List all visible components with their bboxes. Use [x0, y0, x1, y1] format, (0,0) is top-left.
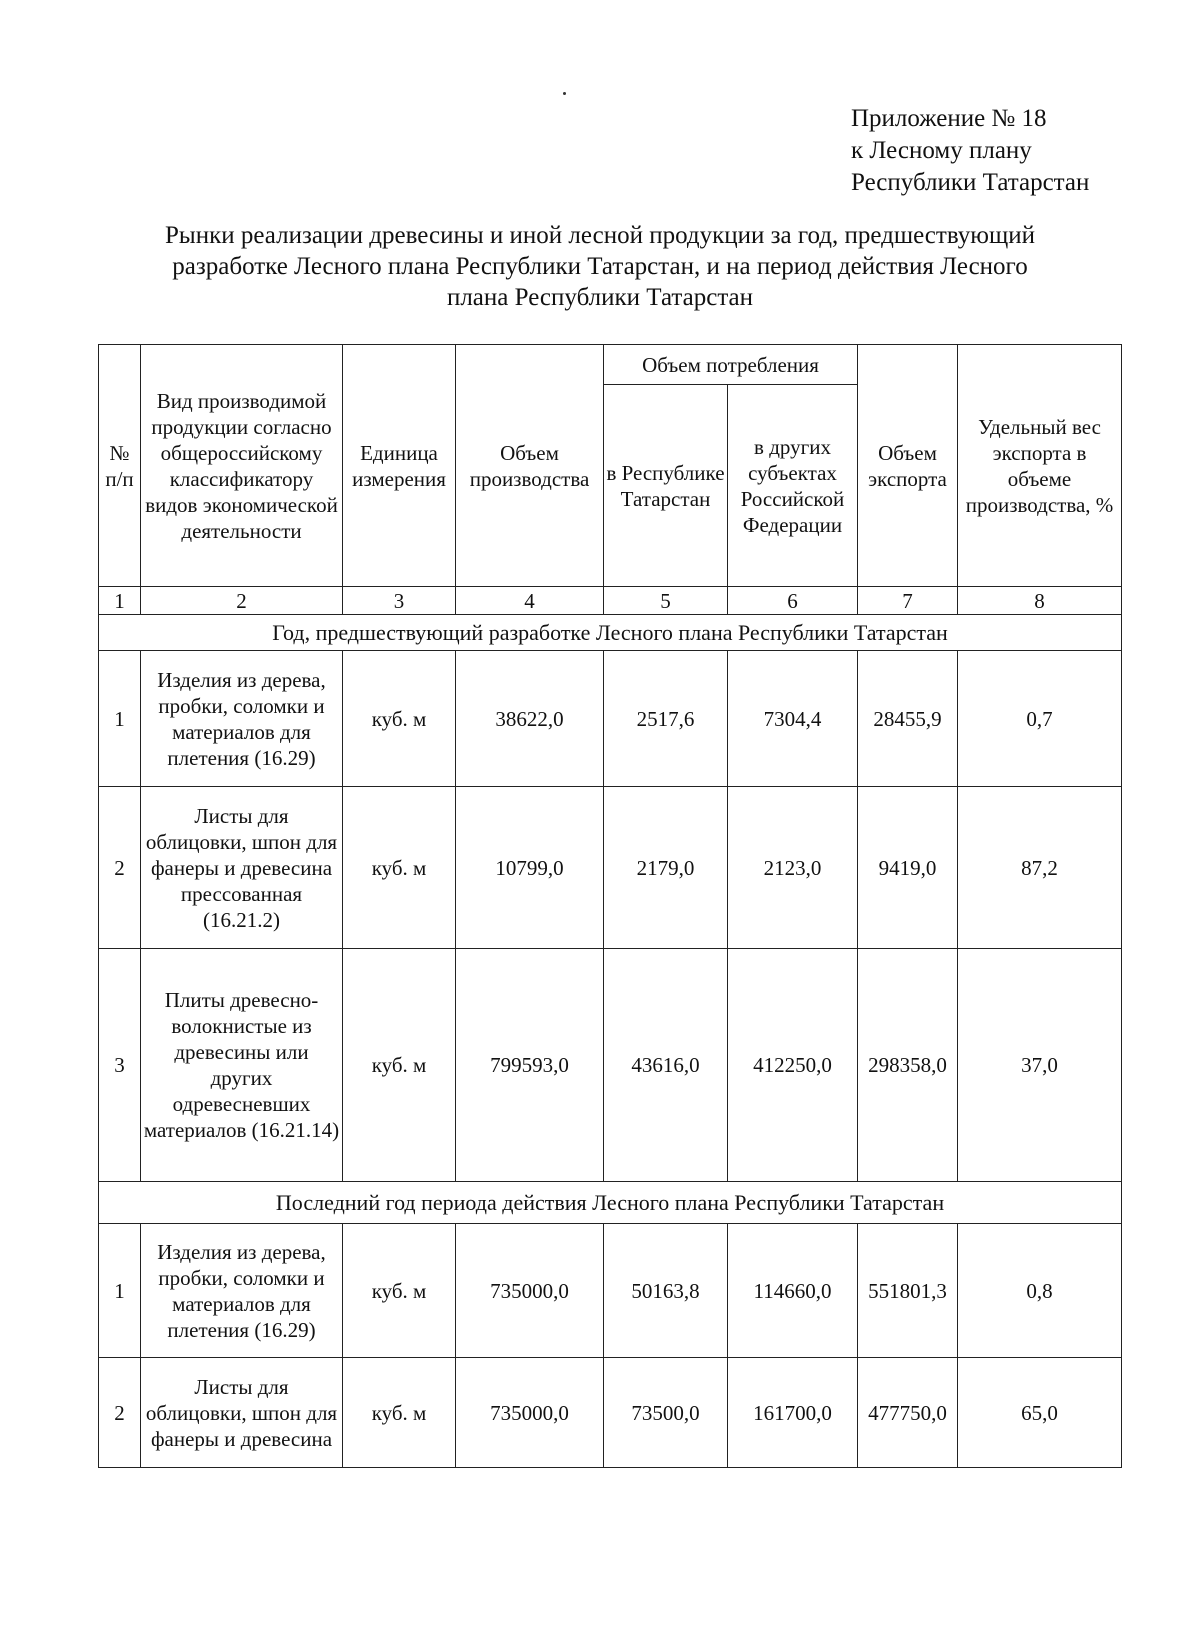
appendix-republic: Республики Татарстан: [851, 169, 1090, 196]
row-unit: куб. м: [343, 949, 456, 1182]
title-line-1: Рынки реализации древесины и иной лесной продукции за год, предшествующий: [165, 222, 1035, 249]
header-export: Объем экспорта: [858, 345, 958, 587]
header-export-share: Удельный вес экспорта в объеме производства, %: [958, 345, 1122, 587]
row-in-rt: 2517,6: [604, 651, 728, 787]
row-in-other: 412250,0: [728, 949, 858, 1182]
header-num: № п/п: [99, 345, 141, 587]
table-row: [99, 651, 1122, 787]
row-in-other: 7304,4: [728, 651, 858, 787]
table-row: [99, 1224, 1122, 1358]
document-title: [100, 220, 1100, 313]
section-last-year: Последний год периода действия Лесного плана Республики Татарстан: [99, 1182, 1122, 1224]
header-product: Вид производимой продукции согласно общероссийскому классификатору видов экономической деятельности: [141, 345, 343, 587]
section-previous-year: Год, предшествующий разработке Лесного плана Республики Татарстан: [99, 615, 1122, 651]
row-share: 65,0: [958, 1358, 1122, 1468]
row-product: Изделия из дерева, пробки, соломки и материалов для плетения (16.29): [141, 651, 343, 787]
row-in-rt: 50163,8: [604, 1224, 728, 1358]
header-row-1: [99, 345, 1122, 385]
row-unit: куб. м: [343, 1358, 456, 1468]
appendix-number: Приложение № 18: [851, 105, 1047, 132]
header-unit: Единица измерения: [343, 345, 456, 587]
appendix-header: [851, 103, 1089, 199]
markets-table: [98, 344, 1122, 1468]
column-number: 7: [858, 587, 958, 615]
row-share: 87,2: [958, 787, 1122, 949]
appendix-reference: к Лесному плану: [851, 137, 1032, 164]
header-in-rt: в Республике Татарстан: [604, 385, 728, 587]
table-row: [99, 1358, 1122, 1468]
column-number: 2: [141, 587, 343, 615]
header-consumption: Объем потребления: [604, 345, 858, 385]
row-production: 38622,0: [456, 651, 604, 787]
row-export: 28455,9: [858, 651, 958, 787]
row-share: 0,8: [958, 1224, 1122, 1358]
row-product: Плиты древесно-волокнистые из древесины или других одревесневших материалов (16.21.14): [141, 949, 343, 1182]
header-in-other: в других субъектах Российской Федерации: [728, 385, 858, 587]
row-num: 2: [99, 1358, 141, 1468]
section-row: [99, 1182, 1122, 1224]
row-in-other: 161700,0: [728, 1358, 858, 1468]
column-number-row: [99, 587, 1122, 615]
row-num: 1: [99, 651, 141, 787]
row-export: 298358,0: [858, 949, 958, 1182]
row-unit: куб. м: [343, 787, 456, 949]
row-product: Листы для облицовки, шпон для фанеры и древесина прессованная (16.21.2): [141, 787, 343, 949]
row-share: 0,7: [958, 651, 1122, 787]
row-in-other: 2123,0: [728, 787, 858, 949]
row-production: 735000,0: [456, 1224, 604, 1358]
row-export: 551801,3: [858, 1224, 958, 1358]
row-num: 3: [99, 949, 141, 1182]
table-row: [99, 787, 1122, 949]
header-production: Объем производства: [456, 345, 604, 587]
row-export: 477750,0: [858, 1358, 958, 1468]
row-export: 9419,0: [858, 787, 958, 949]
row-product: Изделия из дерева, пробки, соломки и материалов для плетения (16.29): [141, 1224, 343, 1358]
row-num: 1: [99, 1224, 141, 1358]
row-production: 799593,0: [456, 949, 604, 1182]
title-line-3: плана Республики Татарстан: [446, 284, 754, 311]
row-production: 735000,0: [456, 1358, 604, 1468]
section-row: [99, 615, 1122, 651]
scan-speck: [563, 92, 566, 95]
row-unit: куб. м: [343, 1224, 456, 1358]
row-in-rt: 43616,0: [604, 949, 728, 1182]
table-row: [99, 949, 1122, 1182]
row-in-other: 114660,0: [728, 1224, 858, 1358]
column-number: 3: [343, 587, 456, 615]
column-number: 6: [728, 587, 858, 615]
row-in-rt: 73500,0: [604, 1358, 728, 1468]
column-number: 1: [99, 587, 141, 615]
row-in-rt: 2179,0: [604, 787, 728, 949]
column-number: 8: [958, 587, 1122, 615]
row-product: Листы для облицовки, шпон для фанеры и древесина: [141, 1358, 343, 1468]
row-production: 10799,0: [456, 787, 604, 949]
title-line-2: разработке Лесного плана Республики Татарстан, и на период действия Лесного: [172, 253, 1028, 280]
column-number: 4: [456, 587, 604, 615]
row-share: 37,0: [958, 949, 1122, 1182]
row-unit: куб. м: [343, 651, 456, 787]
column-number: 5: [604, 587, 728, 615]
row-num: 2: [99, 787, 141, 949]
